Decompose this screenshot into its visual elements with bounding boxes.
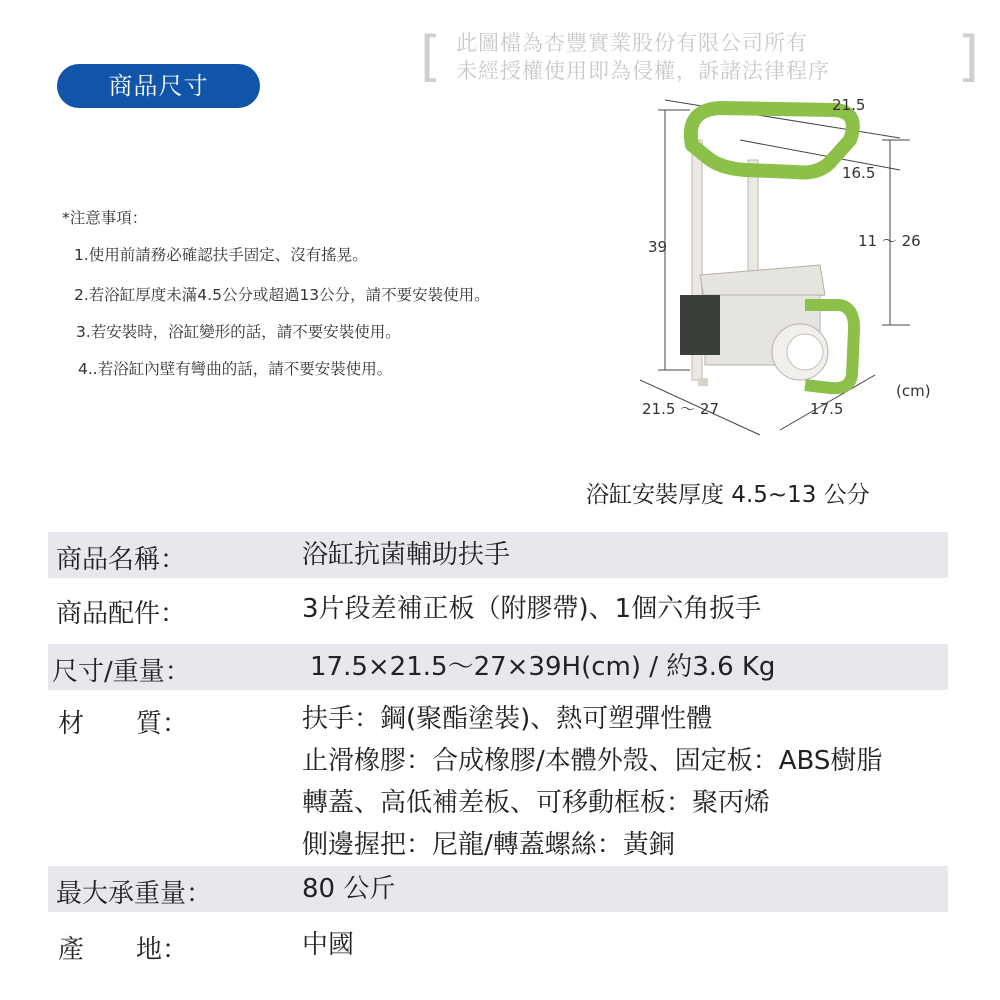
dim-base-width: 17.5 (810, 400, 844, 418)
note-item-2: 2.若浴缸厚度未滿4.5公分或超過13公分，請不要安裝使用。 (74, 286, 490, 304)
dim-inner-width: 16.5 (842, 164, 876, 182)
spec-row-material (48, 696, 948, 860)
bracket-right: ] (957, 25, 980, 88)
spec-value-line: 止滑橡膠：合成橡膠/本體外殼、固定板：ABS樹脂 (302, 746, 883, 776)
note-item-1: 1.使用前請務必確認扶手固定、沒有搖晃。 (74, 246, 368, 264)
spec-row-name (48, 532, 948, 578)
note-item-4: 4..若浴缸內壁有彎曲的話，請不要安裝使用。 (78, 360, 393, 378)
knob-cap (787, 334, 823, 370)
spec-value: 80 公斤 (302, 874, 396, 904)
product-diagram (620, 90, 960, 450)
dim-base-depth: 21.5 ～ 27 (642, 400, 720, 418)
spec-value-line: 側邊握把：尼龍/轉蓋螺絲：黃銅 (302, 830, 675, 860)
spec-value: 17.5×21.5～27×39H(cm) / 約3.6 Kg (310, 652, 776, 682)
notes-title: *注意事項： (62, 209, 148, 227)
copyright-watermark (420, 25, 980, 88)
note-item-3: 3.若安裝時，浴缸變形的話，請不要安裝使用。 (76, 323, 401, 341)
spec-row-size-weight (48, 644, 948, 690)
spec-row-origin (48, 922, 948, 972)
dim-unit: (cm) (896, 382, 931, 400)
spec-label: 產 地： (58, 935, 189, 965)
spec-value: 中國 (302, 930, 355, 960)
spec-label: 商品配件： (56, 599, 187, 629)
watermark-line-2: 未經授權使用即為侵權，訴諸法律程序 (456, 59, 830, 83)
spec-value-line: 轉蓋、高低補差板、可移動框板：聚丙烯 (302, 788, 771, 818)
spec-label: 最大承重量： (56, 879, 213, 909)
spec-row-accessories (48, 586, 948, 632)
dim-height: 39 (648, 238, 668, 256)
watermark-line-1: 此圖檔為杏豐實業股份有限公司所有 (456, 31, 808, 55)
spec-label: 尺寸/重量： (52, 657, 191, 687)
spec-value-line: 扶手：鋼(聚酯塗裝)、熱可塑彈性體 (302, 704, 713, 734)
dim-top-width: 21.5 (832, 96, 866, 114)
dimension-lines (640, 100, 910, 435)
spec-label: 商品名稱： (56, 545, 187, 575)
spec-value: 3片段差補正板（附膠帶)、1個六角扳手 (302, 594, 762, 624)
bracket-left: [ (420, 25, 443, 88)
spec-value: 浴缸抗菌輔助扶手 (302, 540, 511, 570)
install-thickness: 浴缸安裝厚度 4.5~13 公分 (586, 482, 870, 508)
section-badge: 商品尺寸 (57, 64, 260, 108)
dim-adjust: 11 ～ 26 (858, 232, 921, 250)
post-foot (698, 378, 708, 386)
spec-row-max-load (48, 866, 948, 912)
anti-slip-pad (680, 295, 720, 355)
spec-label: 材 質： (58, 709, 189, 739)
right-post (748, 160, 758, 280)
